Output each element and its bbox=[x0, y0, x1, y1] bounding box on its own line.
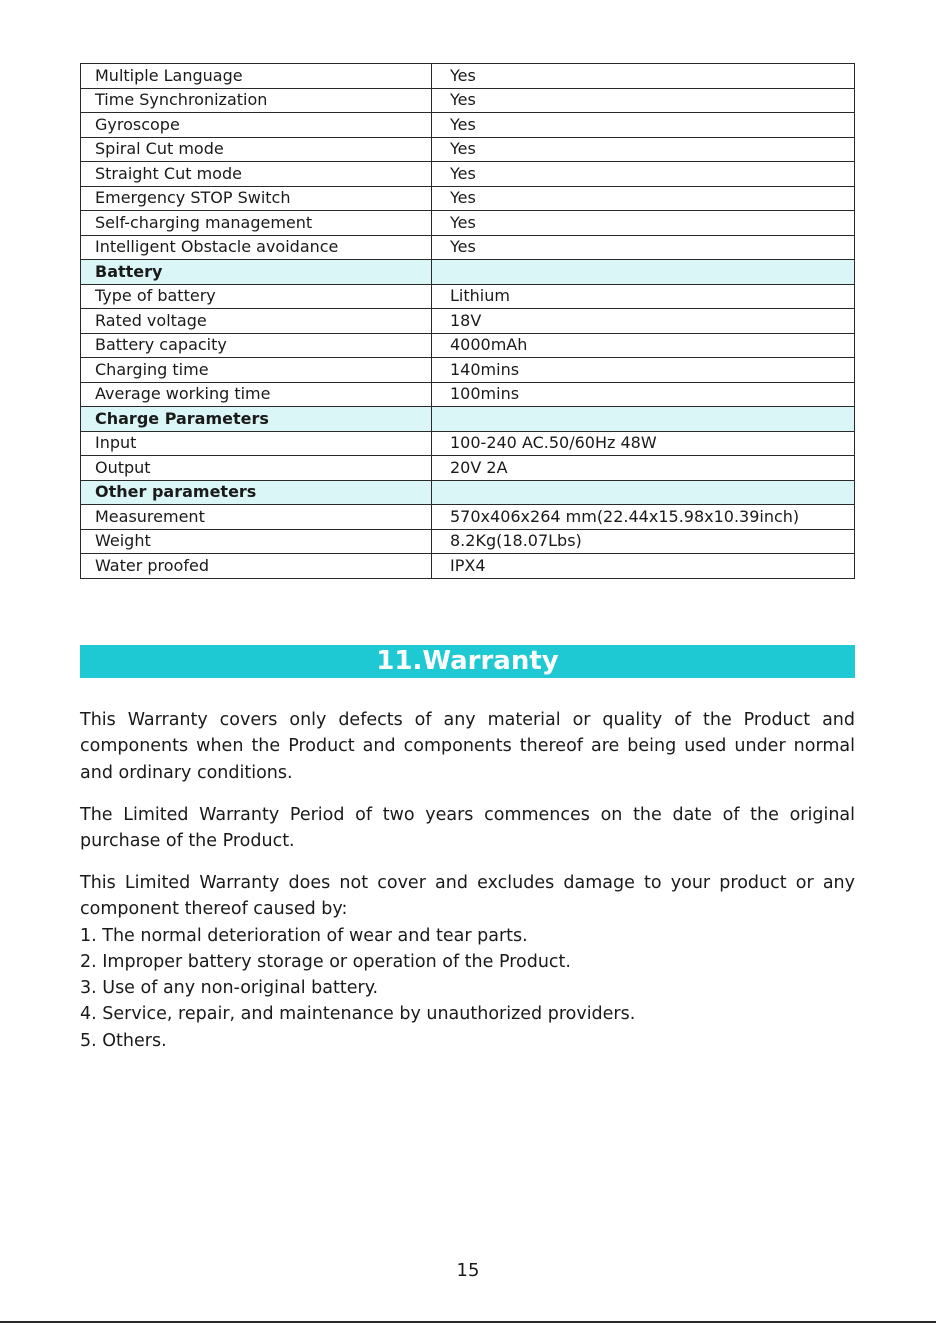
row-value bbox=[432, 407, 855, 432]
row-label: Charging time bbox=[81, 358, 432, 383]
section-header-battery bbox=[81, 260, 855, 285]
table-row bbox=[81, 64, 855, 89]
table-row bbox=[81, 456, 855, 481]
row-label: Water proofed bbox=[81, 554, 432, 579]
table-row bbox=[81, 284, 855, 309]
row-value: 100mins bbox=[432, 382, 855, 407]
table-row bbox=[81, 309, 855, 334]
list-item: 3. Use of any non-original battery. bbox=[80, 978, 379, 999]
row-value: 570x406x264 mm(22.44x15.98x10.39inch) bbox=[432, 505, 855, 530]
spec-table bbox=[80, 63, 855, 579]
row-label: Rated voltage bbox=[81, 309, 432, 334]
row-label: Self-charging management bbox=[81, 211, 432, 236]
section-header-other-parameters bbox=[81, 480, 855, 505]
table-row bbox=[81, 211, 855, 236]
list-item: 4. Service, repair, and maintenance by unauthorized providers. bbox=[80, 1004, 636, 1025]
list-item: 2. Improper battery storage or operation of the Product. bbox=[80, 951, 571, 972]
row-value: Yes bbox=[432, 162, 855, 187]
table-row bbox=[81, 554, 855, 579]
row-label: Intelligent Obstacle avoidance bbox=[81, 235, 432, 260]
bottom-divider bbox=[0, 1321, 936, 1323]
row-value: 4000mAh bbox=[432, 333, 855, 358]
row-label: Spiral Cut mode bbox=[81, 137, 432, 162]
page-number: 15 bbox=[456, 1260, 480, 1281]
row-label: Emergency STOP Switch bbox=[81, 186, 432, 211]
row-label: Multiple Language bbox=[81, 64, 432, 89]
table-row bbox=[81, 505, 855, 530]
row-label: Weight bbox=[81, 529, 432, 554]
table-row bbox=[81, 235, 855, 260]
row-label: Measurement bbox=[81, 505, 432, 530]
table-row bbox=[81, 382, 855, 407]
warranty-exclusions bbox=[80, 870, 855, 1054]
row-label: Input bbox=[81, 431, 432, 456]
table-row bbox=[81, 137, 855, 162]
table-row bbox=[81, 529, 855, 554]
row-value: Yes bbox=[432, 186, 855, 211]
row-value bbox=[432, 260, 855, 285]
row-value: 140mins bbox=[432, 358, 855, 383]
row-value: Lithium bbox=[432, 284, 855, 309]
row-value: 20V 2A bbox=[432, 456, 855, 481]
row-value: Yes bbox=[432, 88, 855, 113]
list-item: 5. Others. bbox=[80, 1030, 167, 1051]
table-row bbox=[81, 88, 855, 113]
row-value: 100-240 AC.50/60Hz 48W bbox=[432, 431, 855, 456]
table-row bbox=[81, 358, 855, 383]
table-row bbox=[81, 431, 855, 456]
row-value: Yes bbox=[432, 113, 855, 138]
warranty-paragraph-coverage: This Warranty covers only defects of any material or quality of the Product and components when the Product and components thereof are being used under normal and ordinary conditions. bbox=[80, 710, 855, 783]
list-item: 1. The normal deterioration of wear and tear parts. bbox=[80, 925, 528, 946]
table-row bbox=[81, 113, 855, 138]
table-row bbox=[81, 333, 855, 358]
row-value: 8.2Kg(18.07Lbs) bbox=[432, 529, 855, 554]
row-value: IPX4 bbox=[432, 554, 855, 579]
table-row bbox=[81, 162, 855, 187]
row-label: Output bbox=[81, 456, 432, 481]
warranty-heading: 11.Warranty bbox=[80, 645, 855, 678]
row-label: Gyroscope bbox=[81, 113, 432, 138]
section-label: Charge Parameters bbox=[81, 407, 432, 432]
row-value: Yes bbox=[432, 64, 855, 89]
section-label: Battery bbox=[81, 260, 432, 285]
row-label: Battery capacity bbox=[81, 333, 432, 358]
row-value: 18V bbox=[432, 309, 855, 334]
row-label: Straight Cut mode bbox=[81, 162, 432, 187]
row-label: Type of battery bbox=[81, 284, 432, 309]
row-label: Time Synchronization bbox=[81, 88, 432, 113]
row-label: Average working time bbox=[81, 382, 432, 407]
row-value: Yes bbox=[432, 137, 855, 162]
section-label: Other parameters bbox=[81, 480, 432, 505]
warranty-paragraph-exclusions: This Limited Warranty does not cover and excludes damage to your product or any component thereof caused by: bbox=[80, 873, 855, 920]
row-value: Yes bbox=[432, 211, 855, 236]
row-value bbox=[432, 480, 855, 505]
row-value: Yes bbox=[432, 235, 855, 260]
section-header-charge-parameters bbox=[81, 407, 855, 432]
warranty-paragraph-period: The Limited Warranty Period of two years commences on the date of the original purchase of the Product. bbox=[80, 805, 855, 852]
table-row bbox=[81, 186, 855, 211]
